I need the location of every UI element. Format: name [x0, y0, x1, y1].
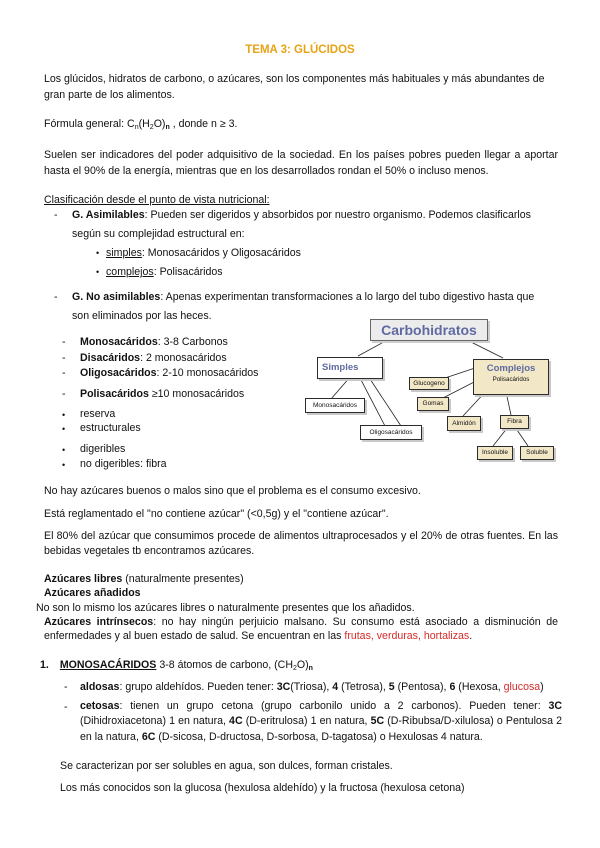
connector-line	[493, 427, 508, 446]
bullet-reserva: reserva	[80, 408, 116, 420]
diagram-soluble: Soluble	[520, 446, 554, 460]
no-asimilables-line: G. No asimilables: Apenas experimentan transformaciones a lo largo del tubo digestivo hasta que	[72, 291, 535, 303]
carbohidratos-diagram	[303, 316, 565, 466]
bullet-marker: •	[62, 424, 66, 434]
section-monosacaridos-heading: 1. MONOSACÁRIDOS 3-8 átomos de carbono, $(CH_2O)_n$	[40, 659, 313, 672]
dash-marker: -	[64, 681, 68, 693]
solubles-line: Se caracterizan por ser solubles en agua, son dulces, forman cristales.	[60, 760, 393, 772]
dash-marker: -	[54, 291, 58, 303]
type-monosacaridos: Monosacáridos: 3-8 Carbonos	[80, 336, 228, 348]
cetosas-paragraph: cetosas: tienen un grupo cetona (grupo carbonilo unido a 2 carbonos). Pueden tener: 3C (Dihidroxiacetona) 1 en natura, 4C (D-eritrulosa) 1 en natura, 5C (D-Ribubsa/D-xilulosa) o Pentulosa 2 en la natura, 6C (D-sicosa, D-dructosa, D-sorbosa, D-tagatosa) o Hexulosas 4 natura.	[80, 700, 562, 743]
azucares-anadidos-heading: Azúcares añadidos	[44, 587, 141, 599]
indicators-paragraph: Suelen ser indicadores del poder adquisitivo de la sociedad. En los países pobres pueden llegar a aportar hasta el 90% de la energía, mientras que en los desarrollados rondan el 50% o incluso menos.	[44, 149, 558, 177]
aldosas-line: aldosas: grupo aldehídos. Pueden tener: 3C(Triosa), 4 (Tetrosa), 5 (Pentosa), 6 (Hexosa, glucosa)	[80, 681, 544, 693]
connector-line	[506, 392, 511, 415]
simples-line: simples: Monosacáridos y Oligosacáridos	[106, 247, 301, 259]
type-disacaridos: Disacáridos: 2 monosacáridos	[80, 352, 227, 364]
connector-line	[368, 376, 401, 426]
dash-marker: -	[62, 336, 66, 348]
bullet-marker: •	[96, 267, 100, 277]
bullet-estructurales: estructurales	[80, 422, 141, 434]
diagram-almidon: Almidón	[447, 416, 481, 431]
diagram-gomas: Gomas	[417, 397, 449, 411]
diagram-title: Carbohidratos	[370, 319, 488, 341]
diagram-glucogeno: Glucogeno	[409, 377, 449, 390]
type-oligosacaridos: Oligosacáridos: 2-10 monosacáridos	[80, 367, 259, 379]
page-title: TEMA 3: GLÚCIDOS	[245, 44, 355, 56]
dash-marker: -	[64, 701, 68, 713]
intro-paragraph: Los glúcidos, hidratos de carbono, o azúcares, son los componentes más habituales y más abundantes de gran parte de los alimentos.	[44, 73, 545, 101]
bullet-marker: •	[62, 460, 66, 470]
bullet-no-digeribles: no digeribles: fibra	[80, 458, 167, 470]
connector-line	[331, 376, 351, 399]
dash-marker: -	[54, 209, 58, 221]
asimilables-line: G. Asimilables: Pueden ser digeridos y absorbidos por nuestro organismo. Podemos clasificarlos	[72, 209, 531, 221]
connector-line	[463, 338, 503, 358]
no-asimilables-line-2: son eliminados por las heces.	[72, 310, 212, 322]
dash-marker: -	[62, 388, 66, 400]
intrinsecos-paragraph: Azúcares intrínsecos: no hay ningún perjuicio malsano. Su consumo está asociado a disminución de enfermedades y al buen estado de salud. Se encuentran en las frutas, verduras, hortalizas.	[44, 616, 558, 643]
connector-line	[515, 427, 528, 446]
diagram-fibra: Fibra	[500, 415, 529, 429]
formula-line: Fórmula general: $C_n(H_2O)_n$ , donde n ≥ 3.	[44, 118, 238, 131]
complejos-line: complejos: Polisacáridos	[106, 266, 223, 278]
dash-marker: -	[62, 367, 66, 379]
classification-heading: Clasificación desde el punto de vista nutricional:	[44, 194, 270, 206]
paragraph-reglamentado: Está reglamentado el "no contiene azúcar" (<0,5g) y el "contiene azúcar".	[44, 508, 389, 520]
bullet-marker: •	[96, 248, 100, 258]
type-polisacaridos: Polisacáridos ≥10 monosacáridos	[80, 388, 245, 400]
diagram-polisacaridos: Polisacáridos	[492, 376, 530, 384]
azucares-libres-line: Azúcares libres (naturalmente presentes)	[44, 573, 244, 585]
diagram-complejos-box	[473, 359, 549, 395]
asimilables-line-2: según su complejidad estructural en:	[72, 228, 245, 240]
diagram-oligosacaridos: Oligosacáridos	[360, 425, 422, 440]
diagram-complejos: Complejos	[486, 363, 536, 374]
bullet-marker: •	[62, 410, 66, 420]
diagram-insoluble: Insoluble	[477, 446, 513, 460]
diagram-monosacaridos: Monosacáridos	[305, 398, 365, 413]
bullet-marker: •	[62, 445, 66, 455]
no-son-lo-mismo-line: No son lo mismo los azúcares libres o naturalmente presentes que los añadidos.	[36, 602, 415, 614]
dash-marker: -	[62, 352, 66, 364]
paragraph-buenos: No hay azúcares buenos o malos sino que el problema es el consumo excesivo.	[44, 485, 421, 497]
conocidos-line: Los más conocidos son la glucosa (hexulosa aldehído) y la fructosa (hexulosa cetona)	[60, 782, 465, 794]
connector-line	[445, 368, 475, 378]
diagram-simples: Simples	[317, 357, 383, 379]
bullet-digeribles: digeribles	[80, 443, 126, 455]
paragraph-80: El 80% del azúcar que consumimos procede de alimentos ultraprocesados y el 20% de otras fuentes. En las bebidas vegetales tb encontramos azúcares.	[44, 530, 558, 557]
